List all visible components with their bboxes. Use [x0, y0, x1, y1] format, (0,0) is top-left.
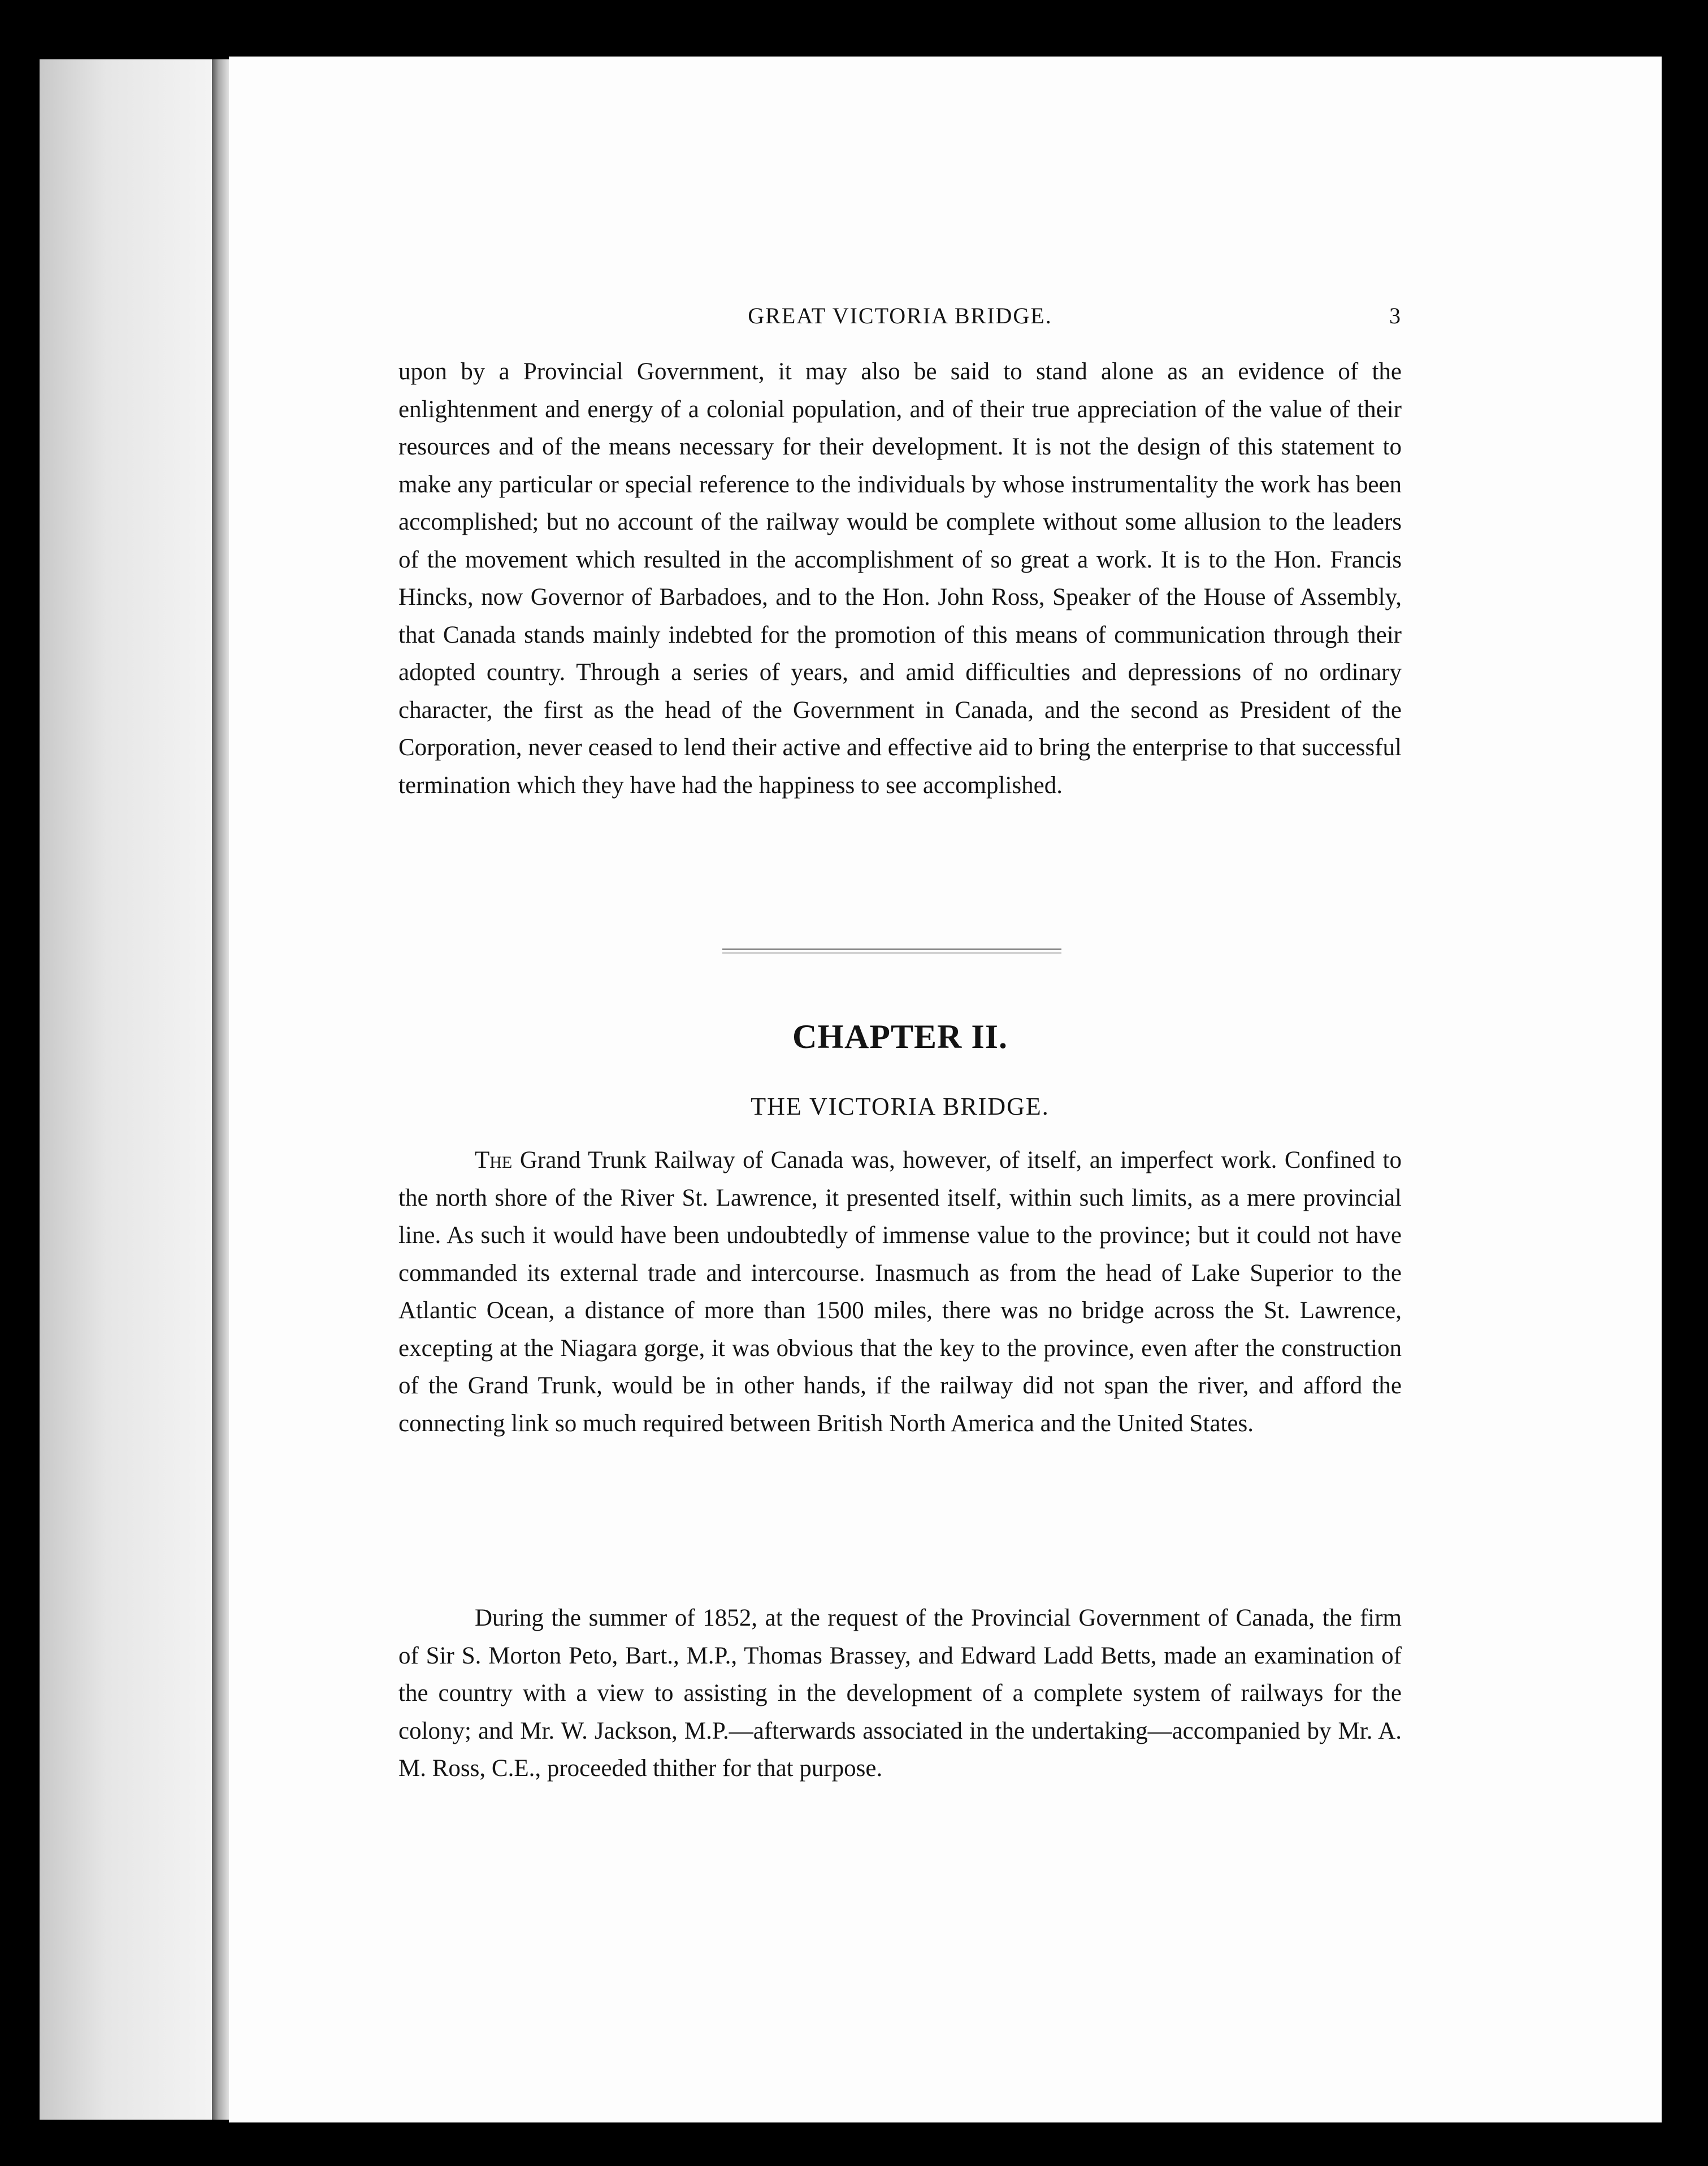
running-head [398, 302, 1402, 336]
section-divider-rule [722, 948, 1061, 954]
paragraph-body: Grand Trunk Railway of Canada was, however, of itself, an imperfect work. Confined to the north shore of the River St. Lawrence, it presented itself, within such limits, as a mere provincial line. As such it would have been undoubtedly of immense value to the province; but it could not have commanded its external trade and intercourse. Inasmuch as from the head of Lake Superior to the Atlantic Ocean, a distance of more than 1500 miles, there was no bridge across the St. Lawrence, excepting at the Niagara gorge, it was obvious that the key to the province, even after the construction of the Grand Trunk, would be in other hands, if the railway did not span the river, and afford the connecting link so much required between British North America and the United States. [398, 1147, 1402, 1437]
page-number: 3 [1389, 303, 1402, 328]
running-head-title: GREAT VICTORIA BRIDGE. [748, 303, 1052, 328]
paragraph-summer-1852: During the summer of 1852, at the request of the Provincial Government of Canada, the firm of Sir S. Morton Peto, Bart., M.P., Thomas Brassey, and Edward Ladd Betts, made an examination of the country with a view to assisting in the development of a complete system of railways for the colony; and Mr. W. Jackson, M.P.—afterwards associated in the undertaking—accompanied by Mr. A. M. Ross, C.E., proceeded thither for that purpose. [398, 1605, 1402, 1782]
paragraph-grand-trunk [398, 1142, 1402, 1442]
facing-page-edge [40, 59, 232, 2120]
paragraph-lead-word: The [475, 1147, 513, 1173]
book-page [229, 57, 1662, 2122]
paragraph-continued: upon by a Provincial Government, it may also be said to stand alone as an evidence of the enlightenment and energy of a colonial population, and of their true appreciation of the value of their resources and of the means necessary for their development. It is not the design of this statement to make any particular or special reference to the individuals by whose instrumentality the work has been accomplished; but no account of the railway would be complete without some allusion to the leaders of the movement which resulted in the accomplishment of so great a work. It is to the Hon. Francis Hincks, now Governor of Barbadoes, and to the Hon. John Ross, Speaker of the House of Assembly, that Canada stands mainly indebted for the promotion of this means of communication through their adopted country. Through a series of years, and amid difficulties and depressions of no ordinary character, the first as the head of the Government in Canada, and the second as President of the Corporation, never ceased to lend their active and effective aid to bring the enterprise to that successful termination which they have had the happiness to see accomplished. [398, 358, 1402, 799]
chapter-title: CHAPTER II. [792, 1018, 1008, 1055]
chapter-subtitle: THE VICTORIA BRIDGE. [751, 1093, 1050, 1120]
